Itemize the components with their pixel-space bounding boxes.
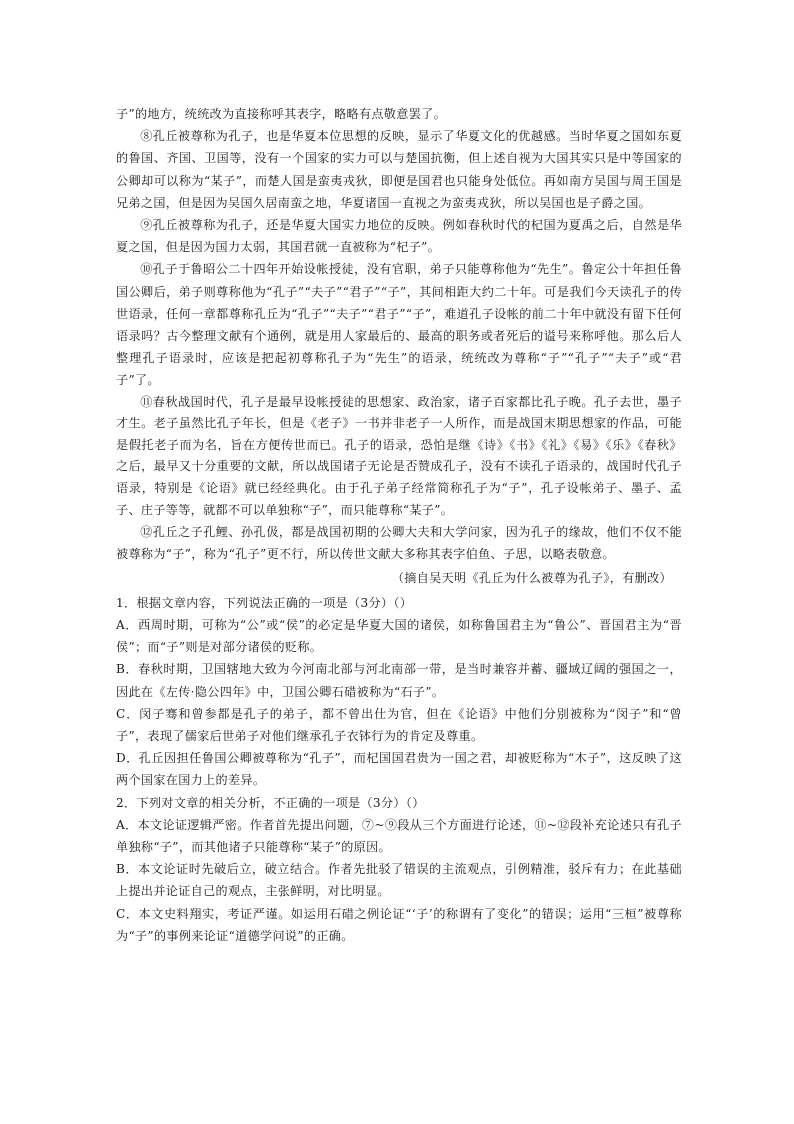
question-1-stem: 1．根据文章内容，下列说法正确的一项是（3分）（）	[116, 595, 413, 610]
paragraph-11: ⑪春秋战国时代，孔子是最早设帐授徒的思想家、政治家，诸子百家都比孔子晚。孔子去世，墨子才生。老子虽然比孔子年长，但是《老子》一书并非老子一人所作，而是战国末期思想家的作品，可能是假托老子而为名，旨在方便传世而已。孔子的语录，恐怕是继《诗》《书》《礼》《易》《乐》《春秋》之后，最早又十分重要的文献，所以战国诸子无论是否赞成孔子，没有不读孔子语录的，战国时代孔子语录，特别是《论语》就已经经典化。由于孔子弟子经常简称孔子为“子”，孔子设帐弟子、墨子、孟子、庄子等等，就都不可以单独称“子”，而只能尊称“某子”。	[116, 394, 682, 517]
paragraph-12: ⑫孔丘之子孔鲤、孙孔伋，都是战国初期的公卿大夫和大学问家，因为孔子的缘故，他们不仅不能被尊称为“子”，称为“孔子”更不行，所以传世文献大多称其表字伯鱼、子思，以略表敬意。	[116, 525, 682, 562]
question-1-option-a: A．西周时期，可称为“公”或“侯”的必定是华夏大国的诸侯，如称鲁国君主为“鲁公”、晋国君主为“晋侯”；而“子”则是对部分诸侯的贬称。	[116, 618, 682, 655]
article-source: （摘自吴天明《孔丘为什么被尊为孔子》，有删改）	[391, 570, 672, 585]
question-2-option-a: A．本文论证逻辑严密。作者首先提出问题，⑦~⑨段从三个方面进行论述，⑪~⑫段补充论述只有孔子单独称“子”，而其他诸子只能尊称“某子”的原因。	[116, 817, 682, 855]
paragraph-9: ⑨孔丘被尊称为孔子，还是华夏大国实力地位的反映。例如春秋时代的杞国为夏禹之后，自然是华夏之国，但是因为国力太弱，其国君就一直被称为“杞子”。	[116, 218, 682, 255]
question-1-option-b: B．春秋时期，卫国辖地大致为今河南北部与河北南部一带，是当时兼容并蓄、疆域辽阔的强国之一，因此在《左传·隐公四年》中，卫国公卿石碏被称为“石子”。	[116, 662, 682, 699]
paragraph-continuation: 子”的地方，统统改为直接称呼其表字，略略有点敬意罢了。	[116, 107, 447, 121]
document-page	[116, 103, 682, 947]
question-2-stem: 2．下列对文章的相关分析，不正确的一项是（3分）（）	[116, 795, 425, 810]
paragraph-8: ⑧孔丘被尊称为孔子，也是华夏本位思想的反映，显示了华夏文化的优越感。当时华夏之国如东夏的鲁国、齐国、卫国等，没有一个国家的实力可以与楚国抗衡，但上述自视为大国其实只是中等国家的公卿却可以称为“某子”，而楚人国是蛮夷戎狄，即便是国君也只能身处低位。再如南方吴国与周王国是兄弟之国，但是因为吴国久居南蛮之地，华夏诸国一直视之为蛮夷戎狄，所以吴国也是子爵之国。	[116, 129, 682, 210]
paragraph-10: ⑩孔子于鲁昭公二十四年开始设帐授徒，没有官职，弟子只能尊称他为“先生”。鲁定公十年担任鲁国公卿后，弟子则尊称他为“孔子”“夫子”“君子”“子”，其间相距大约二十年。可是我们今天读孔子的传世语录，任何一章都尊称孔丘为“孔子”“夫子”“君子”“子”，难道孔子设帐的前二十年中就没有留下任何语录吗？古今整理文献有个通例，就是用人家最后的、最高的职务或者死后的谥号来称呼他。那么后人整理孔子语录时，应该是把起初尊称孔子为“先生”的语录，统统改为尊称“子”“孔子”“夫子”或“君子”了。	[116, 262, 682, 388]
question-2-option-b: B．本文论证时先破后立，破立结合。作者先批驳了错误的主流观点，引例精准，驳斥有力；在此基础上提出并论证自己的观点，主张鲜明，对比明显。	[116, 862, 682, 899]
question-1-option-d: D．孔丘因担任鲁国公卿被尊称为“孔子”，而杞国国君贵为一国之君，却被贬称为“木子”，这反映了这两个国家在国力上的差异。	[116, 751, 682, 788]
question-2-option-c: C．本文史料翔实，考证严谨。如运用石碏之例论证“‘子’的称谓有了变化”的错误；运用“三桓”被尊称为“子”的事例来论证“道德学问说”的正确。	[116, 906, 682, 943]
question-1-option-c: C．闵子骞和曾参都是孔子的弟子，都不曾出仕为官，但在《论语》中他们分别被称为“闵子”和“曾子”，表现了儒家后世弟子对他们继承孔子衣钵行为的肯定及尊重。	[116, 706, 682, 744]
